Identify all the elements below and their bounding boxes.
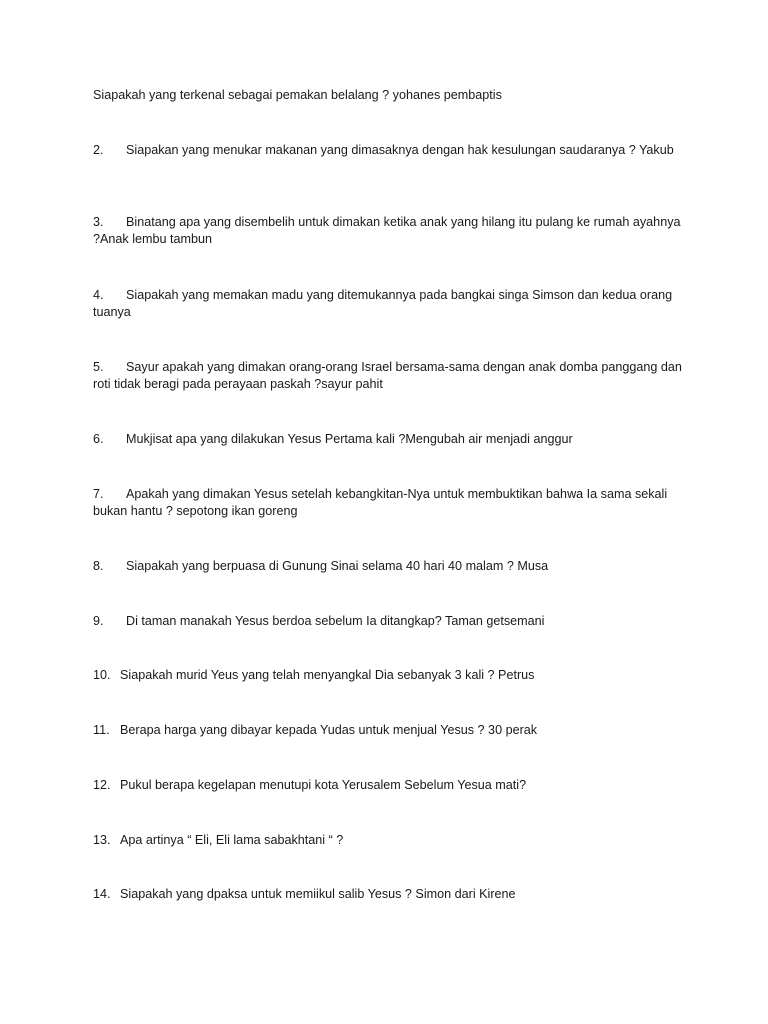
question-item-4 (93, 287, 683, 321)
question-item-2 (93, 142, 683, 159)
question-item-5 (93, 359, 683, 393)
question-text: Apa artinya “ Eli, Eli lama sabakhtani “ ? (120, 833, 344, 847)
question-text: Siapakah murid Yeus yang telah menyangkal Dia sebanyak 3 kali ? Petrus (120, 668, 535, 682)
question-text: Binatang apa yang disembelih untuk dimakan ketika anak yang hilang itu pulang ke rumah ayahnya ?Anak lembu tambun (93, 215, 681, 246)
question-number: 2. (93, 143, 104, 157)
question-text: Berapa harga yang dibayar kepada Yudas untuk menjual Yesus ? 30 perak (120, 723, 538, 737)
question-item-7 (93, 486, 683, 520)
question-item-8 (93, 558, 683, 575)
question-item-13 (93, 832, 683, 849)
question-item-14 (93, 886, 683, 903)
question-number: 9. (93, 614, 104, 628)
question-item-3 (93, 214, 683, 248)
question-item-9 (93, 613, 683, 630)
question-text: Mukjisat apa yang dilakukan Yesus Pertama kali ?Mengubah air menjadi anggur (126, 432, 573, 446)
question-text: Siapakah yang dpaksa untuk memiikul salib Yesus ? Simon dari Kirene (120, 887, 516, 901)
question-text: Siapakah yang berpuasa di Gunung Sinai selama 40 hari 40 malam ? Musa (126, 559, 549, 573)
question-number: 12. (93, 778, 111, 792)
question-number: 6. (93, 432, 104, 446)
intro-question (93, 87, 683, 104)
question-item-12 (93, 777, 683, 794)
question-text: Siapakan yang menukar makanan yang dimasaknya dengan hak kesulungan saudaranya ? Yakub (126, 143, 674, 157)
question-number: 10. (93, 668, 111, 682)
question-number: 7. (93, 487, 104, 501)
question-text: Sayur apakah yang dimakan orang-orang Israel bersama-sama dengan anak domba panggang dan roti tidak beragi pada perayaan paskah ?sayur pahit (93, 360, 682, 391)
question-number: 5. (93, 360, 104, 374)
intro-question-text: Siapakah yang terkenal sebagai pemakan belalang ? yohanes pembaptis (93, 88, 502, 102)
question-text: Di taman manakah Yesus berdoa sebelum Ia ditangkap? Taman getsemani (126, 614, 545, 628)
question-number: 4. (93, 288, 104, 302)
question-number: 14. (93, 887, 111, 901)
question-number: 11. (93, 723, 110, 737)
question-text: Siapakah yang memakan madu yang ditemukannya pada bangkai singa Simson dan kedua orang tuanya (93, 288, 673, 319)
question-text: Pukul berapa kegelapan menutupi kota Yerusalem Sebelum Yesua mati? (120, 778, 527, 792)
question-number: 3. (93, 215, 104, 229)
question-item-6 (93, 431, 683, 448)
question-item-11 (93, 722, 683, 739)
question-item-10 (93, 667, 683, 684)
question-text: Apakah yang dimakan Yesus setelah kebangkitan-Nya untuk membuktikan bahwa Ia sama sekali bukan hantu ? sepotong ikan goreng (93, 487, 668, 518)
question-number: 8. (93, 559, 104, 573)
question-number: 13. (93, 833, 111, 847)
